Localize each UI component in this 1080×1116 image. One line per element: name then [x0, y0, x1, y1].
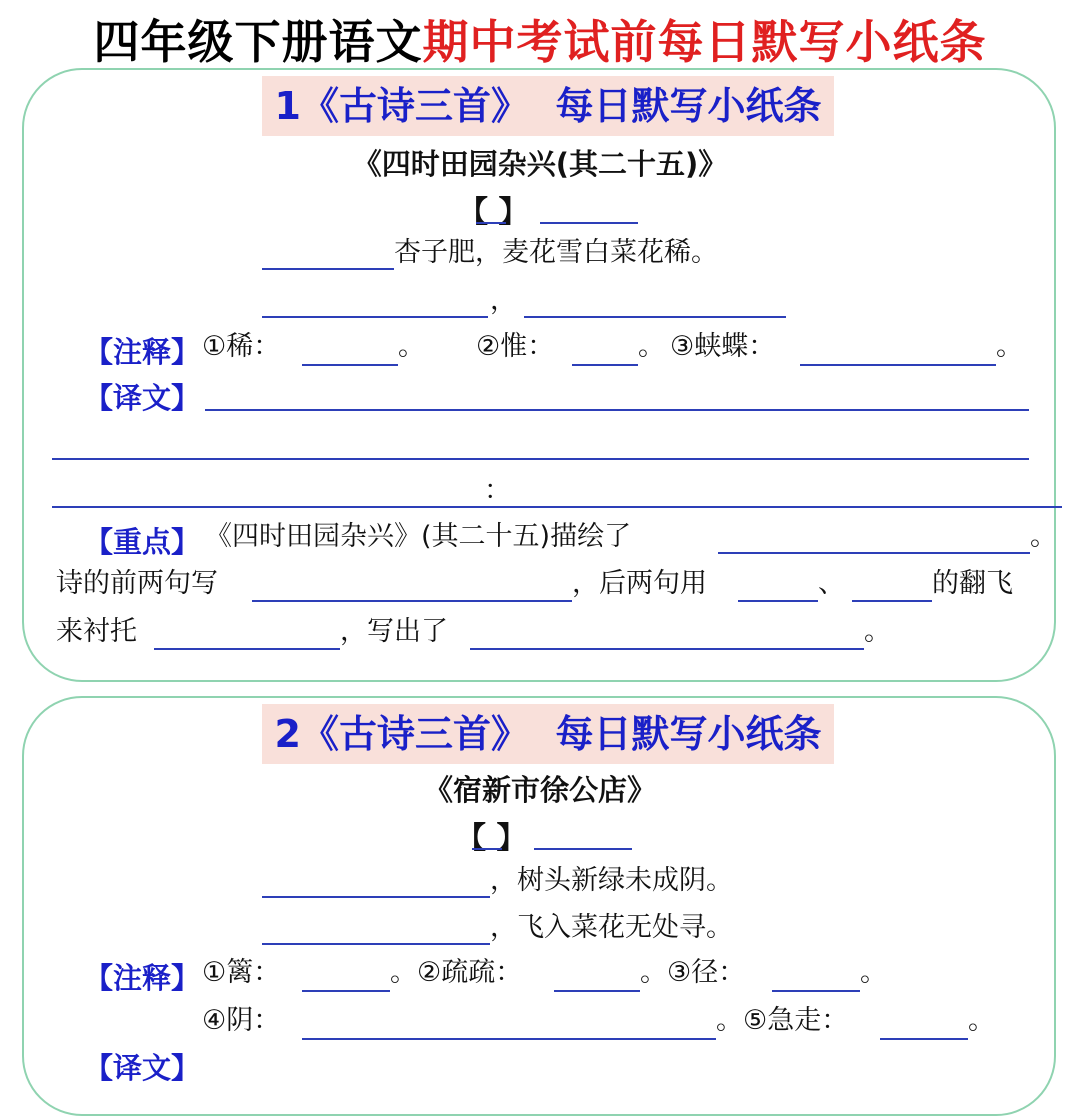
card-1-note-2-blank[interactable]: [572, 364, 638, 366]
card-1-line1-blank[interactable]: [262, 268, 394, 270]
card-1-key-end-2: 。: [864, 616, 891, 647]
card-1-note-1: ①稀：: [202, 331, 281, 362]
card-2-note-5-blank[interactable]: [880, 1038, 968, 1040]
card-1-key-text-6: 来衬托: [56, 616, 137, 647]
card-2-note-5: 。⑤急走：: [716, 1005, 849, 1036]
card-2-note-1-blank[interactable]: [302, 990, 390, 992]
card-2-line1-text: ，树头新绿未成阴。: [490, 865, 733, 896]
card-2-note-4: ④阴：: [202, 1005, 281, 1036]
card-1-line2-comma: ，: [490, 285, 517, 316]
card-1-notes-label: 【注释】: [84, 335, 201, 369]
card-2-heading: 2《古诗三首》 每日默写小纸条: [262, 704, 834, 764]
card-1-note-1-end: 。: [398, 331, 425, 362]
card-2-line2-text: ，飞入菜花无处寻。: [490, 912, 733, 943]
card-2-dynasty-bracket: 【 】: [456, 821, 527, 856]
card-1-note-3-blank[interactable]: [800, 364, 996, 366]
card-1-key-blank-4[interactable]: [852, 600, 932, 602]
card-2-dynasty-blank[interactable]: [472, 848, 502, 850]
card-1-key-blank-6[interactable]: [470, 648, 864, 650]
card-1-heading: 1《古诗三首》 每日默写小纸条: [262, 76, 834, 136]
card-2-notes-label: 【注释】: [84, 961, 201, 995]
card-1-author-blank[interactable]: [540, 222, 638, 224]
card-1-translation-line-3[interactable]: [52, 506, 1062, 508]
card-1-key-text-5: 的翻飞: [932, 568, 1013, 599]
card-2-author-blank[interactable]: [534, 848, 632, 850]
card-2-note-2-blank[interactable]: [554, 990, 640, 992]
page-title: [0, 6, 1080, 72]
card-2-note-2: 。②疏疏：: [390, 957, 523, 988]
card-1-note-2: ②惟：: [476, 331, 555, 362]
card-1-key-label: 【重点】: [84, 525, 201, 559]
card-1-key-text-3: ，后两句用: [572, 568, 707, 599]
card-2-line2-blank[interactable]: [262, 943, 490, 945]
page-title-red: 期中考试前每日默写小纸条: [422, 15, 987, 69]
card-1-key-end-1: 。: [1030, 521, 1057, 552]
card-1-line1-text: 杏子肥，麦花雪白菜花稀。: [394, 237, 718, 268]
card-1-key-blank-1[interactable]: [718, 552, 1030, 554]
card-1-key-blank-3[interactable]: [738, 600, 818, 602]
card-1-key-blank-5[interactable]: [154, 648, 340, 650]
card-1-translation-colon: ：: [484, 475, 511, 506]
card-1-dynasty-blank[interactable]: [476, 222, 506, 224]
card-1-key-text-1: 《四时田园杂兴》(其二十五)描绘了: [205, 521, 632, 552]
card-2-note-3: 。③径：: [640, 957, 746, 988]
card-2-line1-blank[interactable]: [262, 896, 490, 898]
card-2-note-3-blank[interactable]: [772, 990, 860, 992]
card-1-line2-blank-a[interactable]: [262, 316, 488, 318]
card-2-poem-title: 《宿新市徐公店》: [423, 773, 656, 807]
card-1-key-text-2: 诗的前两句写: [56, 568, 218, 599]
card-1-note-3: ③蛱蝶：: [670, 331, 776, 362]
card-1-line2-blank-b[interactable]: [524, 316, 786, 318]
card-1-key-text-7: ，写出了: [340, 616, 448, 647]
card-1-dynasty-bracket: 【 】: [458, 195, 529, 230]
card-2-translation-label: 【译文】: [84, 1051, 201, 1085]
card-2-note-3-end: 。: [860, 957, 887, 988]
card-1-translation-line-1[interactable]: [205, 409, 1029, 411]
card-1-translation-label: 【译文】: [84, 381, 201, 415]
card-1-key-text-4: 、: [818, 568, 845, 599]
card-1-key-blank-2[interactable]: [252, 600, 572, 602]
card-2-note-1: ①篱：: [202, 957, 281, 988]
card-1-note-2-end: 。: [638, 331, 665, 362]
page-title-black: 四年级下册语文: [93, 15, 423, 69]
card-1-note-1-blank[interactable]: [302, 364, 398, 366]
card-2-note-5-end: 。: [968, 1005, 995, 1036]
card-1-note-3-end: 。: [996, 331, 1023, 362]
card-1-translation-line-2[interactable]: [52, 458, 1029, 460]
card-1-poem-title: 《四时田园杂兴(其二十五)》: [352, 147, 728, 181]
card-2-note-4-blank[interactable]: [302, 1038, 716, 1040]
